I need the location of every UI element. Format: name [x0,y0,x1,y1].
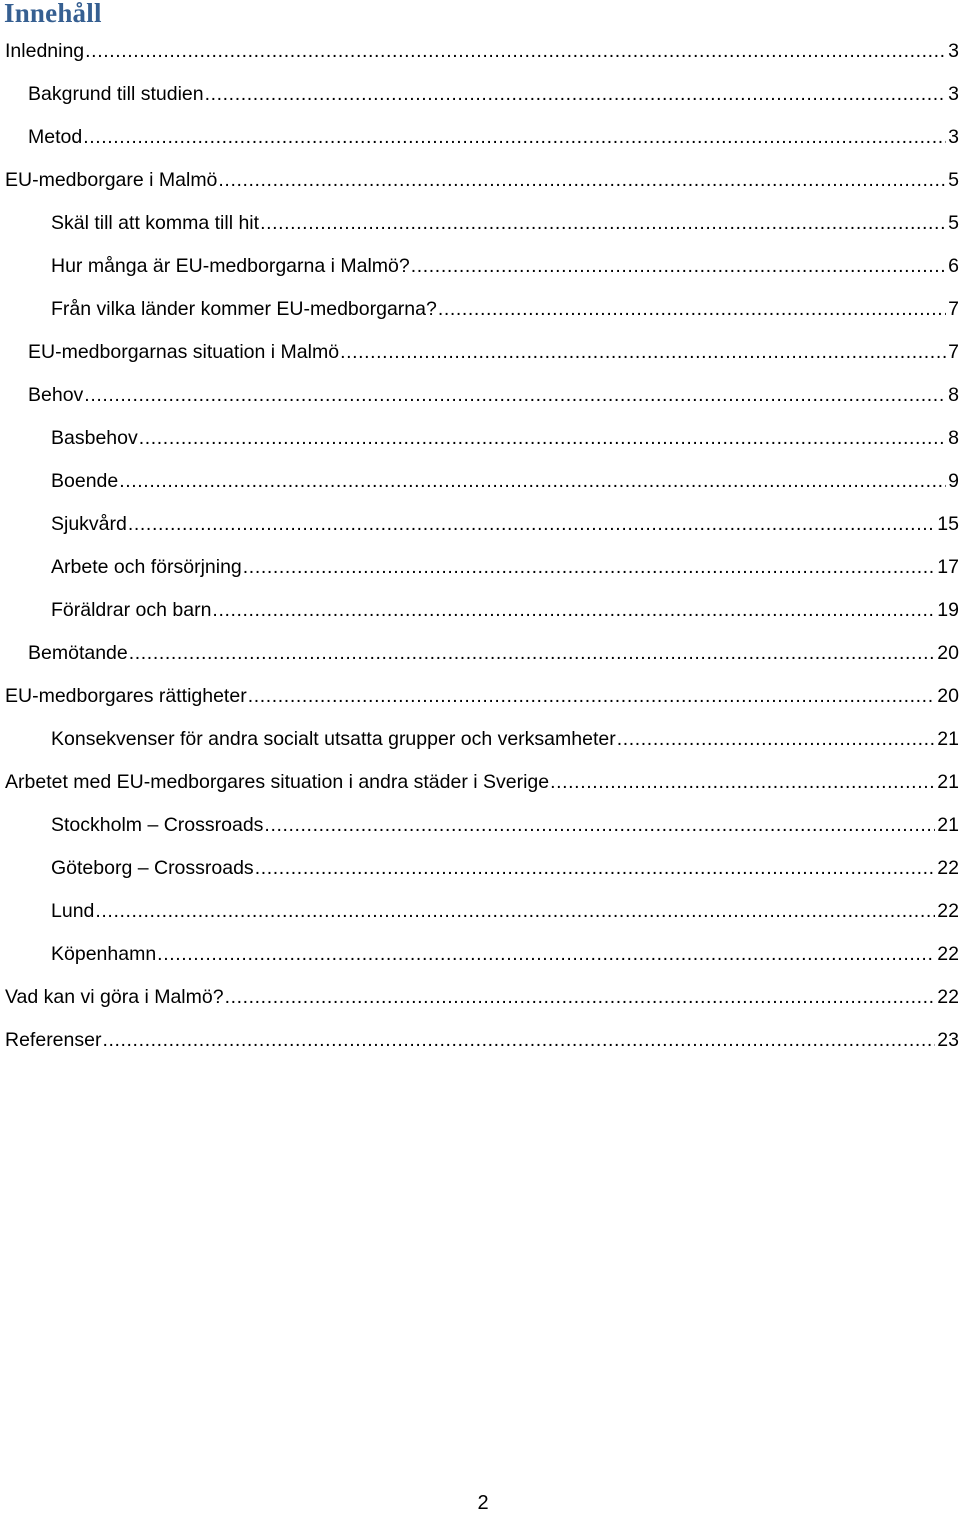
toc-entry-title: EU-medborgares rättigheter [5,685,247,707]
toc-entry[interactable] [0,632,960,675]
toc-entry-title: Arbetet med EU-medborgares situation i andra städer i Sverige [5,771,550,793]
toc-entry[interactable] [0,804,960,847]
toc-entry-title: Göteborg – Crossroads [51,857,254,879]
toc-dot-leader [617,718,936,761]
toc-dot-leader [84,374,946,417]
toc-entry-title: Hur många är EU-medborgarna i Malmö? [51,255,410,277]
toc-entry-title: EU-medborgare i Malmö [5,169,218,191]
toc-entry-page: 5 [948,212,959,234]
toc-entry-title: Bemötande [28,642,128,664]
toc-dot-leader [83,116,946,159]
toc-entry-page: 23 [937,1029,959,1051]
toc-entry[interactable] [0,417,960,460]
toc-entry-title: Stockholm – Crossroads [51,814,264,836]
toc-entry-page: 21 [937,771,959,793]
toc-entry[interactable] [0,116,960,159]
toc-entry-page: 9 [948,470,959,492]
toc-entry-page: 21 [937,814,959,836]
toc-entry-title: Arbete och försörjning [51,556,242,578]
toc-dot-leader [102,1019,935,1062]
toc-entry-page: 19 [937,599,959,621]
toc-entry-title: Boende [51,470,119,492]
toc-heading: Innehåll [4,0,102,28]
toc-entry-page: 7 [948,298,959,320]
toc-entry-page: 3 [948,40,959,62]
toc-dot-leader [550,761,935,804]
toc-entry-page: 22 [937,900,959,922]
toc-entry[interactable] [0,546,960,589]
page-number: 2 [477,1492,489,1514]
toc-entry-page: 5 [948,169,959,191]
toc-dot-leader [243,546,936,589]
toc-dot-leader [218,159,946,202]
toc-entry[interactable] [0,202,960,245]
toc-entry-page: 8 [948,427,959,449]
toc-entry-page: 20 [937,685,959,707]
toc-dot-leader [212,589,935,632]
toc-entry[interactable] [0,847,960,890]
toc-entry-title: Referenser [5,1029,102,1051]
toc-entry-page: 3 [948,126,959,148]
toc-entry[interactable] [0,245,960,288]
toc-entry-page: 3 [948,83,959,105]
toc-dot-leader [95,890,935,933]
toc-dot-leader [139,417,946,460]
toc-entry-title: Konsekvenser för andra socialt utsatta grupper och verksamheter [51,728,616,750]
toc-dot-leader [340,331,946,374]
toc-dot-leader [260,202,946,245]
toc-entry-title: Basbehov [51,427,138,449]
toc-entry[interactable] [0,890,960,933]
toc-dot-leader [248,675,936,718]
toc-entry-page: 20 [937,642,959,664]
toc-entry-page: 15 [937,513,959,535]
toc-entry[interactable] [0,159,960,202]
toc-entry[interactable] [0,460,960,503]
toc-dot-leader [225,976,936,1019]
toc-dot-leader [255,847,936,890]
toc-dot-leader [85,30,946,73]
toc-entry-title: Inledning [5,40,85,62]
toc-entry-title: Föräldrar och barn [51,599,212,621]
toc-entry[interactable] [0,30,960,73]
toc-entry-title: Lund [51,900,95,922]
toc-dot-leader [411,245,946,288]
toc-entry-title: Vad kan vi göra i Malmö? [5,986,224,1008]
toc-entry[interactable] [0,374,960,417]
toc-entry-title: Metod [28,126,83,148]
toc-entry-page: 8 [948,384,959,406]
toc-dot-leader [129,632,936,675]
toc-entry[interactable] [0,589,960,632]
toc-entry-page: 22 [937,857,959,879]
toc-entry[interactable] [0,933,960,976]
toc-dot-leader [157,933,935,976]
toc-entry-page: 7 [948,341,959,363]
toc-entry[interactable] [0,331,960,374]
toc-dot-leader [205,73,947,116]
toc-dot-leader [264,804,935,847]
toc-entry[interactable] [0,503,960,546]
toc-entry-title: Bakgrund till studien [28,83,204,105]
toc-entry[interactable] [0,718,960,761]
toc-entry[interactable] [0,675,960,718]
toc-entry[interactable] [0,761,960,804]
toc-entry-page: 21 [937,728,959,750]
toc-entry[interactable] [0,1019,960,1062]
toc-entry-title: Från vilka länder kommer EU-medborgarna? [51,298,437,320]
toc-entry[interactable] [0,976,960,1019]
toc-entry-title: Sjukvård [51,513,127,535]
toc-entry-page: 22 [937,943,959,965]
table-of-contents [0,30,960,1062]
toc-dot-leader [119,460,946,503]
toc-entry-page: 17 [937,556,959,578]
toc-entry-title: EU-medborgarnas situation i Malmö [28,341,340,363]
toc-dot-leader [128,503,935,546]
toc-dot-leader [438,288,946,331]
toc-entry-title: Skäl till att komma till hit [51,212,260,234]
toc-entry[interactable] [0,73,960,116]
toc-entry[interactable] [0,288,960,331]
toc-entry-page: 6 [948,255,959,277]
toc-entry-title: Behov [28,384,84,406]
toc-entry-page: 22 [937,986,959,1008]
toc-entry-title: Köpenhamn [51,943,157,965]
